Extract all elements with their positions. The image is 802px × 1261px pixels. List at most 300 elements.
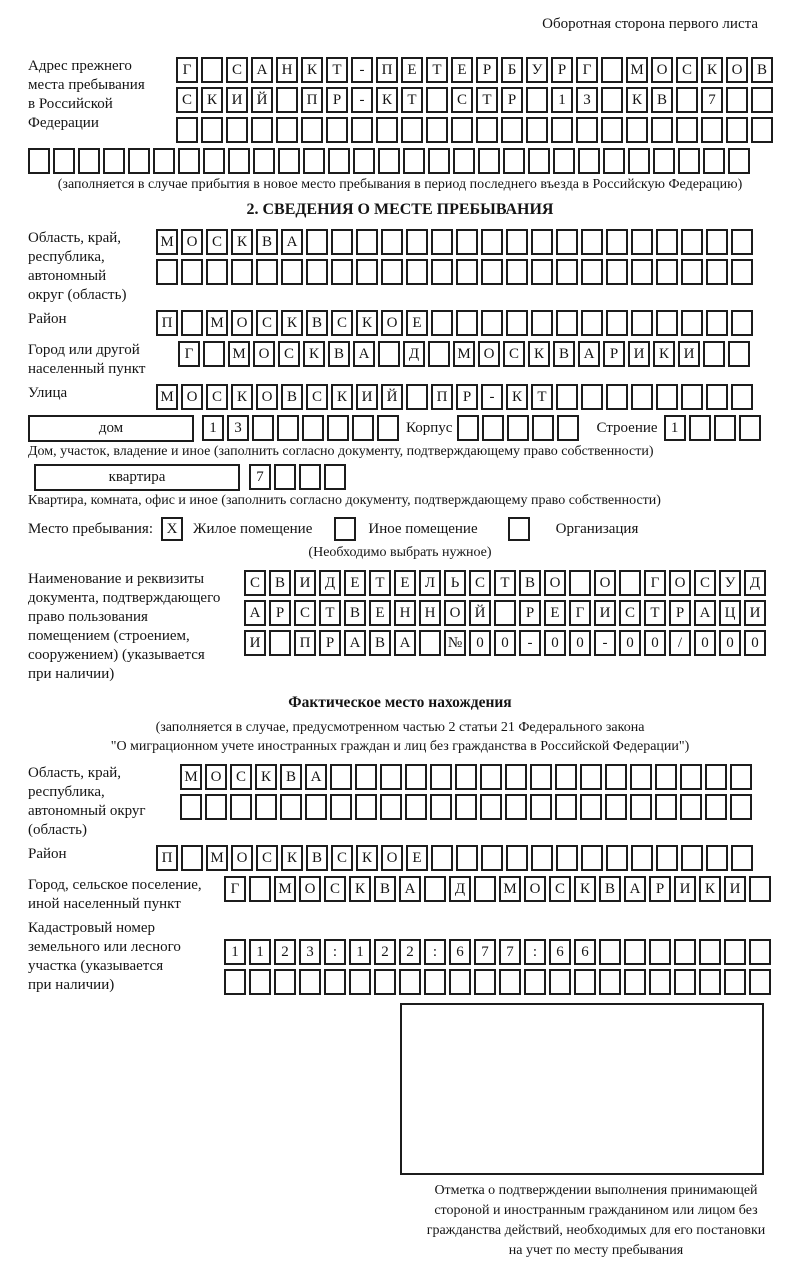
form-cell[interactable]	[406, 229, 428, 255]
form-cell[interactable]: В	[599, 876, 621, 902]
form-cell[interactable]: 0	[744, 630, 766, 656]
form-cell[interactable]	[353, 148, 375, 174]
form-cell[interactable]	[731, 845, 753, 871]
form-cell[interactable]: 2	[274, 939, 296, 965]
form-cell[interactable]: О	[381, 310, 403, 336]
form-cell[interactable]	[705, 794, 727, 820]
form-cell[interactable]	[456, 845, 478, 871]
form-cell[interactable]: Д	[319, 570, 341, 596]
form-cell[interactable]	[305, 794, 327, 820]
form-cell[interactable]	[451, 117, 473, 143]
form-cell[interactable]: К	[356, 845, 378, 871]
form-cell[interactable]	[128, 148, 150, 174]
form-cell[interactable]: Г	[178, 341, 200, 367]
form-cell[interactable]	[728, 148, 750, 174]
form-cell[interactable]: О	[381, 845, 403, 871]
form-cell[interactable]: О	[726, 57, 748, 83]
form-cell[interactable]	[303, 148, 325, 174]
form-cell[interactable]: Н	[419, 600, 441, 626]
form-cell[interactable]: Т	[476, 87, 498, 113]
form-cell[interactable]: Р	[501, 87, 523, 113]
form-cell[interactable]	[203, 341, 225, 367]
form-cell[interactable]	[603, 148, 625, 174]
form-cell[interactable]	[206, 259, 228, 285]
form-cell[interactable]: Е	[406, 310, 428, 336]
form-cell[interactable]	[352, 415, 374, 441]
form-cell[interactable]	[299, 969, 321, 995]
form-cell[interactable]	[706, 229, 728, 255]
form-cell[interactable]	[506, 229, 528, 255]
form-cell[interactable]	[680, 764, 702, 790]
form-cell[interactable]	[751, 117, 773, 143]
form-cell[interactable]: К	[699, 876, 721, 902]
form-cell[interactable]	[531, 259, 553, 285]
form-cell[interactable]: К	[506, 384, 528, 410]
form-cell[interactable]	[356, 229, 378, 255]
form-cell[interactable]: С	[331, 310, 353, 336]
form-cell[interactable]	[331, 259, 353, 285]
form-cell[interactable]: Р	[669, 600, 691, 626]
form-cell[interactable]	[277, 415, 299, 441]
form-cell[interactable]: Л	[419, 570, 441, 596]
form-cell[interactable]: С	[278, 341, 300, 367]
form-cell[interactable]	[569, 570, 591, 596]
form-cell[interactable]	[653, 148, 675, 174]
form-cell[interactable]: -	[481, 384, 503, 410]
form-cell[interactable]	[739, 415, 761, 441]
form-cell[interactable]	[606, 229, 628, 255]
form-cell[interactable]	[503, 148, 525, 174]
form-cell[interactable]: :	[324, 939, 346, 965]
form-cell[interactable]	[306, 229, 328, 255]
form-cell[interactable]	[681, 310, 703, 336]
form-cell[interactable]	[580, 764, 602, 790]
form-cell[interactable]: К	[626, 87, 648, 113]
form-cell[interactable]: П	[376, 57, 398, 83]
form-cell[interactable]	[624, 969, 646, 995]
form-cell[interactable]: Г	[176, 57, 198, 83]
form-cell[interactable]: Т	[401, 87, 423, 113]
form-cell[interactable]	[681, 259, 703, 285]
form-cell[interactable]	[524, 969, 546, 995]
form-cell[interactable]: 2	[399, 939, 421, 965]
form-cell[interactable]: П	[431, 384, 453, 410]
form-cell[interactable]	[355, 764, 377, 790]
form-cell[interactable]: 7	[474, 939, 496, 965]
form-cell[interactable]	[681, 384, 703, 410]
form-cell[interactable]: -	[351, 87, 373, 113]
form-cell[interactable]: А	[251, 57, 273, 83]
form-cell[interactable]	[530, 794, 552, 820]
form-cell[interactable]	[405, 764, 427, 790]
form-cell[interactable]	[53, 148, 75, 174]
form-cell[interactable]	[581, 229, 603, 255]
form-cell[interactable]: С	[331, 845, 353, 871]
form-cell[interactable]	[731, 259, 753, 285]
form-cell[interactable]	[481, 310, 503, 336]
form-cell[interactable]: О	[205, 764, 227, 790]
form-cell[interactable]: П	[156, 845, 178, 871]
form-cell[interactable]	[506, 259, 528, 285]
form-cell[interactable]	[406, 384, 428, 410]
form-cell[interactable]: С	[230, 764, 252, 790]
form-cell[interactable]	[424, 969, 446, 995]
form-cell[interactable]: И	[294, 570, 316, 596]
form-cell[interactable]	[651, 117, 673, 143]
form-cell[interactable]: И	[744, 600, 766, 626]
form-cell[interactable]: К	[281, 310, 303, 336]
form-cell[interactable]	[553, 148, 575, 174]
form-cell[interactable]: И	[678, 341, 700, 367]
form-cell[interactable]	[532, 415, 554, 441]
residential-checkbox[interactable]: X	[161, 517, 183, 541]
form-cell[interactable]	[201, 117, 223, 143]
form-cell[interactable]	[678, 148, 700, 174]
form-cell[interactable]: Г	[644, 570, 666, 596]
form-cell[interactable]: К	[281, 845, 303, 871]
form-cell[interactable]: С	[306, 384, 328, 410]
form-cell[interactable]	[703, 341, 725, 367]
form-cell[interactable]	[349, 969, 371, 995]
form-cell[interactable]	[399, 969, 421, 995]
form-cell[interactable]: В	[306, 310, 328, 336]
form-cell[interactable]	[476, 117, 498, 143]
form-cell[interactable]: Е	[544, 600, 566, 626]
form-cell[interactable]: Е	[394, 570, 416, 596]
form-cell[interactable]	[378, 341, 400, 367]
form-cell[interactable]: Н	[394, 600, 416, 626]
form-cell[interactable]	[276, 87, 298, 113]
form-cell[interactable]: А	[344, 630, 366, 656]
form-cell[interactable]: М	[228, 341, 250, 367]
form-cell[interactable]	[749, 939, 771, 965]
form-cell[interactable]: 6	[549, 939, 571, 965]
form-cell[interactable]	[501, 117, 523, 143]
form-cell[interactable]: К	[255, 764, 277, 790]
form-cell[interactable]	[374, 969, 396, 995]
form-cell[interactable]	[549, 969, 571, 995]
form-cell[interactable]: :	[524, 939, 546, 965]
form-cell[interactable]: К	[574, 876, 596, 902]
form-cell[interactable]: Е	[401, 57, 423, 83]
form-cell[interactable]: О	[594, 570, 616, 596]
form-cell[interactable]	[749, 969, 771, 995]
form-cell[interactable]: О	[253, 341, 275, 367]
form-cell[interactable]	[330, 764, 352, 790]
form-cell[interactable]	[681, 845, 703, 871]
form-cell[interactable]	[381, 229, 403, 255]
form-cell[interactable]: Й	[381, 384, 403, 410]
form-cell[interactable]	[507, 415, 529, 441]
form-cell[interactable]	[253, 148, 275, 174]
form-cell[interactable]	[624, 939, 646, 965]
form-cell[interactable]: М	[180, 764, 202, 790]
form-cell[interactable]	[499, 969, 521, 995]
form-cell[interactable]: В	[344, 600, 366, 626]
form-cell[interactable]: С	[206, 384, 228, 410]
form-cell[interactable]: К	[349, 876, 371, 902]
form-cell[interactable]	[681, 229, 703, 255]
form-cell[interactable]: Н	[276, 57, 298, 83]
form-cell[interactable]: Е	[406, 845, 428, 871]
form-cell[interactable]	[601, 57, 623, 83]
form-cell[interactable]	[706, 845, 728, 871]
form-cell[interactable]	[581, 310, 603, 336]
form-cell[interactable]	[328, 148, 350, 174]
form-cell[interactable]	[103, 148, 125, 174]
form-cell[interactable]	[431, 259, 453, 285]
form-cell[interactable]	[281, 259, 303, 285]
form-cell[interactable]	[649, 939, 671, 965]
form-cell[interactable]: Е	[369, 600, 391, 626]
form-cell[interactable]	[331, 229, 353, 255]
form-cell[interactable]	[330, 794, 352, 820]
form-cell[interactable]	[419, 630, 441, 656]
form-cell[interactable]: 6	[574, 939, 596, 965]
form-cell[interactable]	[153, 148, 175, 174]
form-cell[interactable]	[252, 415, 274, 441]
form-cell[interactable]	[680, 794, 702, 820]
form-cell[interactable]: М	[156, 229, 178, 255]
form-cell[interactable]	[578, 148, 600, 174]
form-cell[interactable]	[631, 310, 653, 336]
form-cell[interactable]: И	[226, 87, 248, 113]
form-cell[interactable]	[706, 384, 728, 410]
form-cell[interactable]: К	[303, 341, 325, 367]
form-cell[interactable]	[306, 259, 328, 285]
form-cell[interactable]	[630, 764, 652, 790]
form-cell[interactable]: С	[256, 310, 278, 336]
form-cell[interactable]: С	[176, 87, 198, 113]
form-cell[interactable]	[581, 384, 603, 410]
form-cell[interactable]	[380, 764, 402, 790]
form-cell[interactable]: 3	[227, 415, 249, 441]
form-cell[interactable]	[628, 148, 650, 174]
form-cell[interactable]	[403, 148, 425, 174]
form-cell[interactable]: О	[544, 570, 566, 596]
form-cell[interactable]	[556, 259, 578, 285]
form-cell[interactable]	[449, 969, 471, 995]
form-cell[interactable]: М	[499, 876, 521, 902]
form-cell[interactable]	[676, 117, 698, 143]
form-cell[interactable]	[701, 117, 723, 143]
form-cell[interactable]: :	[424, 939, 446, 965]
form-cell[interactable]	[480, 794, 502, 820]
form-cell[interactable]: 1	[664, 415, 686, 441]
form-cell[interactable]	[703, 148, 725, 174]
form-cell[interactable]: 0	[469, 630, 491, 656]
form-cell[interactable]	[506, 845, 528, 871]
form-cell[interactable]: 1	[202, 415, 224, 441]
form-cell[interactable]	[531, 229, 553, 255]
form-cell[interactable]	[181, 310, 203, 336]
form-cell[interactable]	[730, 794, 752, 820]
form-cell[interactable]: Р	[551, 57, 573, 83]
form-cell[interactable]: 1	[349, 939, 371, 965]
form-cell[interactable]: А	[244, 600, 266, 626]
form-cell[interactable]	[302, 415, 324, 441]
form-cell[interactable]	[230, 794, 252, 820]
form-cell[interactable]: 3	[299, 939, 321, 965]
form-cell[interactable]	[599, 939, 621, 965]
form-cell[interactable]: И	[724, 876, 746, 902]
form-cell[interactable]	[528, 148, 550, 174]
form-cell[interactable]	[481, 229, 503, 255]
form-cell[interactable]: М	[453, 341, 475, 367]
form-cell[interactable]: С	[324, 876, 346, 902]
form-cell[interactable]: С	[294, 600, 316, 626]
form-cell[interactable]: М	[206, 310, 228, 336]
form-cell[interactable]: А	[399, 876, 421, 902]
form-cell[interactable]	[601, 87, 623, 113]
form-cell[interactable]	[376, 117, 398, 143]
form-cell[interactable]: 1	[224, 939, 246, 965]
form-cell[interactable]: О	[181, 229, 203, 255]
form-cell[interactable]: К	[701, 57, 723, 83]
form-cell[interactable]: В	[374, 876, 396, 902]
form-cell[interactable]	[401, 117, 423, 143]
form-cell[interactable]	[482, 415, 504, 441]
form-cell[interactable]: В	[269, 570, 291, 596]
form-cell[interactable]	[28, 148, 50, 174]
form-cell[interactable]	[431, 845, 453, 871]
form-cell[interactable]: 0	[544, 630, 566, 656]
form-cell[interactable]: О	[231, 845, 253, 871]
form-cell[interactable]	[505, 764, 527, 790]
form-cell[interactable]	[619, 570, 641, 596]
form-cell[interactable]	[731, 310, 753, 336]
form-cell[interactable]: В	[751, 57, 773, 83]
form-cell[interactable]: К	[376, 87, 398, 113]
form-cell[interactable]: Ц	[719, 600, 741, 626]
form-cell[interactable]	[481, 845, 503, 871]
form-cell[interactable]: А	[305, 764, 327, 790]
form-cell[interactable]: О	[669, 570, 691, 596]
form-cell[interactable]: Р	[603, 341, 625, 367]
form-cell[interactable]	[424, 876, 446, 902]
form-cell[interactable]	[478, 148, 500, 174]
form-cell[interactable]: -	[519, 630, 541, 656]
form-cell[interactable]: С	[206, 229, 228, 255]
form-cell[interactable]	[656, 845, 678, 871]
form-cell[interactable]	[406, 259, 428, 285]
form-cell[interactable]	[506, 310, 528, 336]
form-cell[interactable]: С	[256, 845, 278, 871]
form-cell[interactable]	[274, 969, 296, 995]
form-cell[interactable]: 0	[569, 630, 591, 656]
form-cell[interactable]	[205, 794, 227, 820]
form-cell[interactable]	[494, 600, 516, 626]
form-cell[interactable]	[556, 384, 578, 410]
form-cell[interactable]	[280, 794, 302, 820]
form-cell[interactable]	[606, 384, 628, 410]
form-cell[interactable]: Т	[426, 57, 448, 83]
form-cell[interactable]: П	[301, 87, 323, 113]
form-cell[interactable]	[176, 117, 198, 143]
form-cell[interactable]: Р	[269, 600, 291, 626]
form-cell[interactable]	[324, 969, 346, 995]
form-cell[interactable]: М	[274, 876, 296, 902]
form-cell[interactable]	[576, 117, 598, 143]
form-cell[interactable]: А	[694, 600, 716, 626]
form-cell[interactable]: О	[524, 876, 546, 902]
form-cell[interactable]: Й	[251, 87, 273, 113]
form-cell[interactable]: 2	[374, 939, 396, 965]
form-cell[interactable]: С	[244, 570, 266, 596]
form-cell[interactable]: К	[653, 341, 675, 367]
form-cell[interactable]: И	[594, 600, 616, 626]
form-cell[interactable]: Г	[576, 57, 598, 83]
form-cell[interactable]: С	[676, 57, 698, 83]
form-cell[interactable]: Й	[469, 600, 491, 626]
form-cell[interactable]	[276, 117, 298, 143]
form-cell[interactable]	[630, 794, 652, 820]
form-cell[interactable]: /	[669, 630, 691, 656]
form-cell[interactable]: Т	[644, 600, 666, 626]
form-cell[interactable]: 0	[694, 630, 716, 656]
form-cell[interactable]: А	[624, 876, 646, 902]
form-cell[interactable]	[269, 630, 291, 656]
form-cell[interactable]	[555, 764, 577, 790]
form-cell[interactable]: С	[503, 341, 525, 367]
form-cell[interactable]	[749, 876, 771, 902]
form-cell[interactable]: 0	[719, 630, 741, 656]
form-cell[interactable]: С	[549, 876, 571, 902]
form-cell[interactable]: О	[651, 57, 673, 83]
form-cell[interactable]	[599, 969, 621, 995]
form-cell[interactable]: Б	[501, 57, 523, 83]
form-cell[interactable]	[574, 969, 596, 995]
form-cell[interactable]: К	[528, 341, 550, 367]
form-cell[interactable]	[480, 764, 502, 790]
form-cell[interactable]	[689, 415, 711, 441]
organization-checkbox[interactable]	[508, 517, 530, 541]
form-cell[interactable]: В	[553, 341, 575, 367]
form-cell[interactable]: О	[444, 600, 466, 626]
form-cell[interactable]: 7	[499, 939, 521, 965]
form-cell[interactable]	[631, 384, 653, 410]
form-cell[interactable]	[481, 259, 503, 285]
form-cell[interactable]: О	[478, 341, 500, 367]
form-cell[interactable]: В	[281, 384, 303, 410]
form-cell[interactable]: В	[369, 630, 391, 656]
form-cell[interactable]	[78, 148, 100, 174]
form-cell[interactable]: С	[226, 57, 248, 83]
form-cell[interactable]	[377, 415, 399, 441]
form-cell[interactable]: И	[674, 876, 696, 902]
form-cell[interactable]	[706, 310, 728, 336]
form-cell[interactable]	[626, 117, 648, 143]
form-cell[interactable]: Р	[476, 57, 498, 83]
form-cell[interactable]	[474, 876, 496, 902]
form-cell[interactable]	[531, 845, 553, 871]
form-cell[interactable]: В	[651, 87, 673, 113]
form-cell[interactable]: К	[231, 384, 253, 410]
form-cell[interactable]	[378, 148, 400, 174]
form-cell[interactable]	[231, 259, 253, 285]
form-cell[interactable]	[428, 148, 450, 174]
form-cell[interactable]: Д	[449, 876, 471, 902]
form-cell[interactable]	[726, 87, 748, 113]
form-cell[interactable]	[705, 764, 727, 790]
form-cell[interactable]	[631, 845, 653, 871]
form-cell[interactable]: М	[206, 845, 228, 871]
form-cell[interactable]	[324, 464, 346, 490]
form-cell[interactable]	[557, 415, 579, 441]
form-cell[interactable]: И	[356, 384, 378, 410]
form-cell[interactable]: О	[181, 384, 203, 410]
form-cell[interactable]	[327, 415, 349, 441]
